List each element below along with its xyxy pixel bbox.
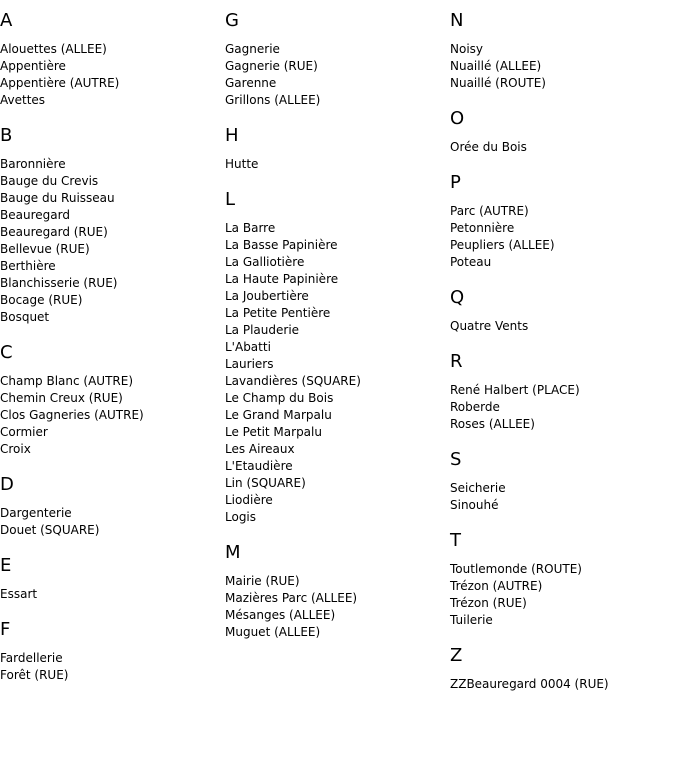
- street-link[interactable]: Appentière: [0, 59, 66, 73]
- letter-heading: D: [0, 474, 14, 495]
- letter-group: [225, 10, 445, 109]
- street-link[interactable]: Poteau: [450, 255, 492, 269]
- street-list: [450, 318, 670, 335]
- street-link[interactable]: Essart: [0, 587, 38, 601]
- letter-group: [225, 125, 445, 173]
- street-link[interactable]: Croix: [0, 442, 31, 456]
- letter-group: [450, 287, 670, 335]
- letter-heading: T: [450, 530, 461, 551]
- street-link[interactable]: La Joubertière: [225, 289, 309, 303]
- street-link[interactable]: Roberde: [450, 400, 500, 414]
- street-list: [0, 650, 220, 684]
- street-link[interactable]: Parc (AUTRE): [450, 204, 529, 218]
- street-link[interactable]: Alouettes (ALLEE): [0, 42, 107, 56]
- street-link[interactable]: Petonnière: [450, 221, 515, 235]
- street-link[interactable]: Peupliers (ALLEE): [450, 238, 555, 252]
- street-link[interactable]: La Basse Papinière: [225, 238, 338, 252]
- street-link[interactable]: L'Abatti: [225, 340, 271, 354]
- street-link[interactable]: La Haute Papinière: [225, 272, 339, 286]
- letter-heading: G: [225, 10, 239, 31]
- letter-heading: B: [0, 125, 13, 146]
- letter-group: [450, 172, 670, 271]
- street-link[interactable]: Appentière (AUTRE): [0, 76, 120, 90]
- street-link[interactable]: Quatre Vents: [450, 319, 529, 333]
- letter-heading: E: [0, 555, 12, 576]
- street-link[interactable]: Clos Gagneries (AUTRE): [0, 408, 144, 422]
- street-list: [0, 586, 220, 603]
- letter-group: [450, 10, 670, 92]
- street-list: [225, 156, 445, 173]
- letter-heading: P: [450, 172, 461, 193]
- street-link[interactable]: Blanchisserie (RUE): [0, 276, 118, 290]
- letter-heading: L: [225, 189, 236, 210]
- letter-heading: F: [0, 619, 11, 640]
- letter-group: [450, 351, 670, 433]
- letter-heading: O: [450, 108, 465, 129]
- street-link[interactable]: René Halbert (PLACE): [450, 383, 580, 397]
- street-link[interactable]: Mazières Parc (ALLEE): [225, 591, 358, 605]
- street-link[interactable]: Nuaillé (ROUTE): [450, 76, 546, 90]
- letter-group: [450, 108, 670, 156]
- street-link[interactable]: Dargenterie: [0, 506, 72, 520]
- letter-group: [0, 555, 220, 603]
- street-list: [450, 203, 670, 271]
- letter-group: [0, 474, 220, 539]
- street-link[interactable]: Orée du Bois: [450, 140, 527, 154]
- letter-group: [0, 125, 220, 326]
- street-link[interactable]: Toutlemonde (ROUTE): [450, 562, 582, 576]
- street-list: [450, 676, 670, 693]
- letter-group: [450, 645, 670, 693]
- street-list: [0, 156, 220, 326]
- street-link[interactable]: Avettes: [0, 93, 46, 107]
- street-link[interactable]: Sinouhé: [450, 498, 499, 512]
- street-link[interactable]: Mairie (RUE): [225, 574, 300, 588]
- street-list: [450, 41, 670, 92]
- street-list: [0, 373, 220, 458]
- street-link[interactable]: Roses (ALLEE): [450, 417, 535, 431]
- street-link[interactable]: Beauregard (RUE): [0, 225, 108, 239]
- letter-group: [225, 542, 445, 641]
- letter-heading: Q: [450, 287, 465, 308]
- letter-heading: A: [0, 10, 13, 31]
- letter-heading: N: [450, 10, 464, 31]
- letter-group: [450, 449, 670, 514]
- street-index-column-3: [450, 10, 670, 709]
- street-link[interactable]: Le Champ du Bois: [225, 391, 334, 405]
- street-link[interactable]: Gagnerie (RUE): [225, 59, 318, 73]
- street-list: [225, 220, 445, 526]
- street-link[interactable]: Lavandières (SQUARE): [225, 374, 361, 388]
- street-index-column-2: [225, 10, 445, 657]
- street-link[interactable]: Le Grand Marpalu: [225, 408, 332, 422]
- letter-group: [0, 10, 220, 109]
- street-link[interactable]: Bosquet: [0, 310, 50, 324]
- street-index-column-1: [0, 10, 220, 700]
- letter-group: [225, 189, 445, 526]
- street-list: [225, 41, 445, 109]
- letter-heading: S: [450, 449, 462, 470]
- street-link[interactable]: Garenne: [225, 76, 277, 90]
- letter-heading: R: [450, 351, 463, 372]
- letter-heading: C: [0, 342, 13, 363]
- letter-group: [0, 342, 220, 458]
- letter-group: [0, 619, 220, 684]
- street-link[interactable]: Berthière: [0, 259, 56, 273]
- street-link[interactable]: ZZBeauregard 0004 (RUE): [450, 677, 609, 691]
- street-link[interactable]: Mésanges (ALLEE): [225, 608, 336, 622]
- street-link[interactable]: Bocage (RUE): [0, 293, 83, 307]
- street-link[interactable]: Bellevue (RUE): [0, 242, 90, 256]
- street-link[interactable]: Trézon (AUTRE): [450, 579, 543, 593]
- street-list: [450, 480, 670, 514]
- street-link[interactable]: Bauge du Crevis: [0, 174, 99, 188]
- letter-group: [450, 530, 670, 629]
- street-link[interactable]: Le Petit Marpalu: [225, 425, 322, 439]
- street-link[interactable]: Douet (SQUARE): [0, 523, 100, 537]
- letter-heading: H: [225, 125, 239, 146]
- street-link[interactable]: Gagnerie: [225, 42, 280, 56]
- street-link[interactable]: Trézon (RUE): [450, 596, 527, 610]
- street-link[interactable]: Logis: [225, 510, 257, 524]
- street-link[interactable]: La Galliotière: [225, 255, 305, 269]
- street-link[interactable]: Cormier: [0, 425, 48, 439]
- letter-heading: Z: [450, 645, 463, 666]
- street-list: [0, 505, 220, 539]
- street-link[interactable]: Liodière: [225, 493, 273, 507]
- street-link[interactable]: Baronnière: [0, 157, 66, 171]
- street-link[interactable]: Les Aireaux: [225, 442, 295, 456]
- street-link[interactable]: Hutte: [225, 157, 259, 171]
- street-link[interactable]: Fardellerie: [0, 651, 63, 665]
- street-link[interactable]: Tuilerie: [450, 613, 493, 627]
- street-link[interactable]: Lin (SQUARE): [225, 476, 306, 490]
- street-list: [225, 573, 445, 641]
- street-link[interactable]: Seicherie: [450, 481, 506, 495]
- street-link[interactable]: L'Etaudière: [225, 459, 293, 473]
- street-link[interactable]: Grillons (ALLEE): [225, 93, 321, 107]
- street-link[interactable]: Chemin Creux (RUE): [0, 391, 123, 405]
- street-link[interactable]: Beauregard: [0, 208, 70, 222]
- street-link[interactable]: Noisy: [450, 42, 484, 56]
- street-link[interactable]: La Petite Pentière: [225, 306, 331, 320]
- street-list: [450, 561, 670, 629]
- street-list: [450, 382, 670, 433]
- street-link[interactable]: La Barre: [225, 221, 276, 235]
- street-link[interactable]: Muguet (ALLEE): [225, 625, 321, 639]
- street-link[interactable]: Nuaillé (ALLEE): [450, 59, 542, 73]
- street-link[interactable]: Forêt (RUE): [0, 668, 69, 682]
- street-link[interactable]: La Plauderie: [225, 323, 300, 337]
- street-list: [450, 139, 670, 156]
- street-link[interactable]: Lauriers: [225, 357, 274, 371]
- street-list: [0, 41, 220, 109]
- street-link[interactable]: Champ Blanc (AUTRE): [0, 374, 134, 388]
- street-link[interactable]: Bauge du Ruisseau: [0, 191, 115, 205]
- letter-heading: M: [225, 542, 241, 563]
